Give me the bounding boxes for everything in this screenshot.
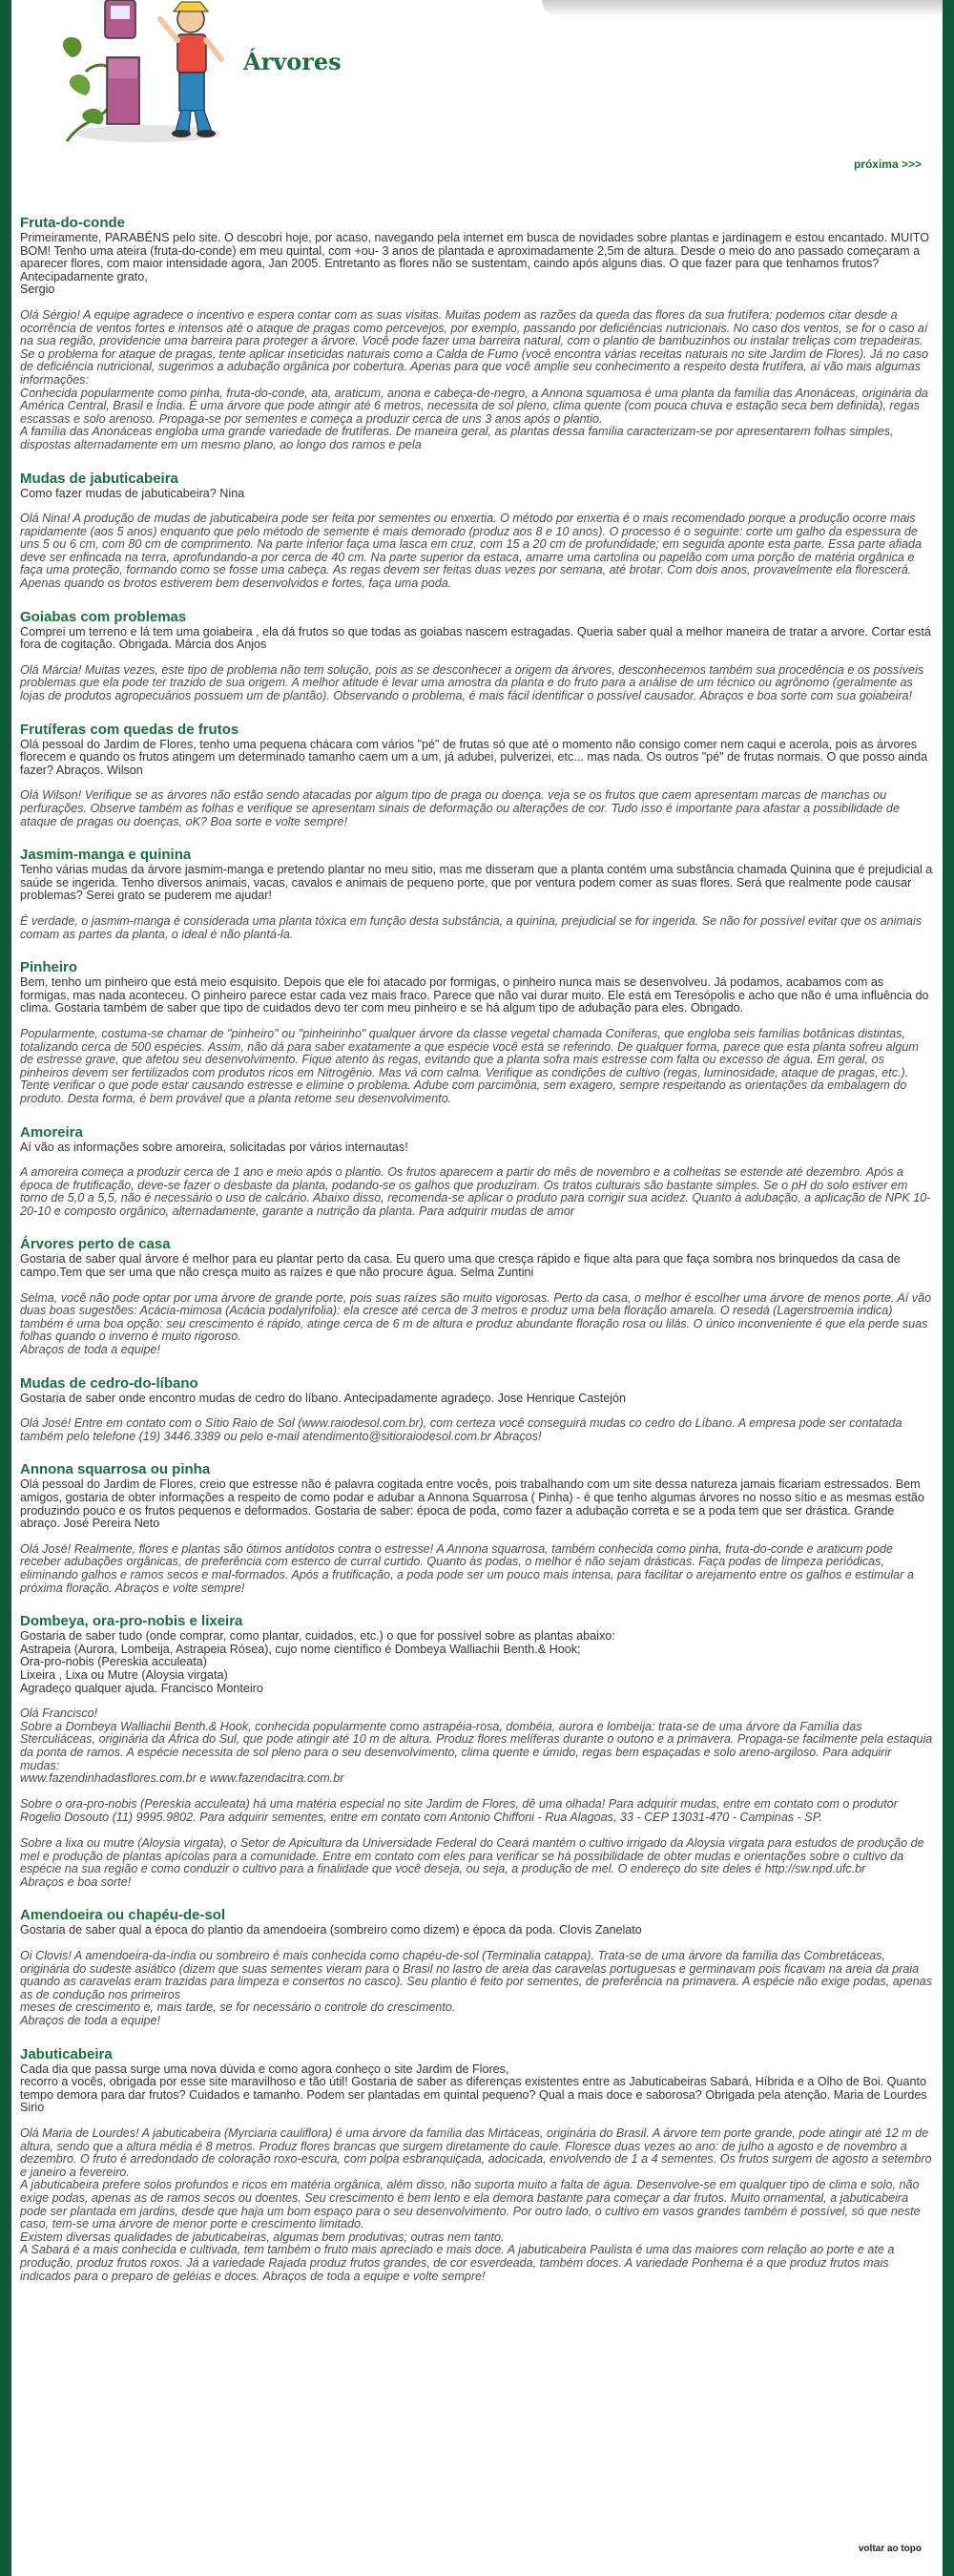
team-answer: A amoreira começa a produzir cerca de 1 ano e meio após o plantio. Os frutos aparecem a partir do mês de novembro e a colheitas se estende até dezembro. Após a época de frutificação, deve-se fazer o desbaste da planta, podando-se os galhos que produziram. Os tratos culturais são bastante simples. Se o pH do solo estiver em torno de 5,0 a 5,5, não é necessário o uso de calcário. Abaixo disso, recomenda-se aplicar o produto para corrigir sua acidez. Quanto à adubação, a aplicação de NPK 10-20-10 e composto orgânico, alternadamente, garante a nutrição da planta. Para adquirir mudas de amor xyxy=(20,1165,931,1218)
entry-title: Dombeya, ora-pro-nobis e lixeira xyxy=(20,1613,243,1630)
qa-list xyxy=(20,215,934,2301)
qa-entry xyxy=(20,1907,934,2027)
entry-title: Annona squarrosa ou pinha xyxy=(20,1461,211,1478)
reader-question: Cada dia que passa surge uma nova dúvida e como agora conheço o site Jardim de Flores, recorro a vocês, obrigada por esse site maravilhoso e tão útil! Gostaria de saber as diferenças existentes entre as Jabuticabeiras Sabará, Híbrida e a Olho de Boi. Quanto tempo demora para dar frutos? Cuidados e tamanho. Podem ser plantadas em quintal pequeno? Qual a mais doce e saborosa? Obrigada pela atenção. Maria de Lourdes Sirio xyxy=(20,2062,927,2115)
header-decoration xyxy=(542,0,943,17)
reader-question: Gostaria de saber onde encontro mudas de cedro do líbano. Antecipadamente agradeço. Jose Henrique Castejón xyxy=(20,1391,627,1405)
qa-entry xyxy=(20,1613,934,1889)
reader-question: Tenho várias mudas da árvore jasmim-manga e pretendo plantar no meu sitio, mas me disseram que a planta contém uma substância chamada Quinina que é prejudicial a saúde se ingerida. Tenho diversos animais, vacas, cavalos e animais de pequeno porte, que por ventura podem comer as suas flores. Será que realmente pode causar problemas? Serei grato se puderem me ajudar! xyxy=(20,863,933,903)
qa-entry xyxy=(20,215,934,452)
entry-title: Frutíferas com quedas de frutos xyxy=(20,721,239,738)
qa-entry xyxy=(20,1124,934,1219)
team-answer: É verdade, o jasmim-manga é considerada uma planta tóxica em função desta substância, a quinina, prejudicial se for ingerida. Se não for possível evitar que os animais comam as partes da planta, o ideal é não plantá-la. xyxy=(20,913,923,941)
qa-entry xyxy=(20,2046,934,2284)
team-answer: Olá Nina! A produção de mudas de jabuticabeira pode ser feita por sementes ou enxertia. O método por enxertia é o mais recomendado porque a produção ocorre mais rapidamente (aos 5 anos) enquanto que pelo método de semente é mais demorado (produz aos 8 e 10 anos). O processo é o seguinte: corte um galho da espessura de uns 5 ou 6 cm, com 80 cm de comprimento. Na parte inferior faça uma lasca em cruz, com 15 a 20 cm de profundidade; em seguida aponte esta parte. Essa parte afiada deve ser enfincada na terra, aprofundando-a por cerca de 40 cm. Na parte superior da estaca, amarre uma cartolina ou papelão com uma porção de matéria orgânica e faça uma proteção, formando como se fosse uma cabeça. As regas devem ser feitas duas vezes por semana, até brotar. Com dois anos, provavelmente ela florescerá. Apenas quando os brotos estiverem bem desenvolvidos e fortes, faça uma poda. xyxy=(20,512,923,591)
reader-question: Gostaria de saber qual árvore é melhor para eu plantar perto da casa. Eu quero uma que cresça rápido e fique alta para que faça sombra nos brinquedos da casa de campo.Tem que ser uma que não cresça muito as raízes e que não procure água. Selma Zuntini xyxy=(20,1252,901,1280)
entry-title: Fruta-do-conde xyxy=(20,215,125,231)
qa-entry xyxy=(20,609,934,703)
qa-entry xyxy=(20,1461,934,1595)
gardener-mascot-logo xyxy=(48,0,248,148)
entry-title: Mudas de cedro-do-líbano xyxy=(20,1374,198,1392)
reader-question: Olá pessoal do Jardim de Flores, tenho uma pequena chácara com vários "pé" de frutas só que até o momento não consigo comer nem caqui e acerola, pois as árvores florecem e quando os frutos atingem um determinado tamanho caem um a um, já adubei, pulverizei, etc... mas nada. Os outros "pé" de frutas normais. O que posso ainda fazer? Abraços. Wilson xyxy=(20,737,928,777)
entry-title: Jabuticabeira xyxy=(20,2045,113,2063)
team-answer: Oi Clovis! A amendoeira-da-índia ou sombreiro é mais conhecida como chapéu-de-sol (Terminalia catappa). Trata-se de uma árvore da família das Combretáceas, originária do sudeste asiático (dizem que suas sementes vieram para o Brasil no lastro de areia das caravelas portuguesas e germinavam pois ficavam na areia da praia quando as caravelas eram trazidas para limpeza e consertos no casco). Seu plantio é feito por sementes, de preferência na primavera. A espécie não exige podas, apenas as de condução nos primeiros meses de crescimento e, mais tarde, se for necessário o controle do crescimento. Abraços de toda a equipe! xyxy=(20,1949,933,2027)
entry-title: Goiabas com problemas xyxy=(20,608,187,625)
back-to-top-link[interactable]: voltar ao topo xyxy=(858,2544,922,2554)
team-answer: Popularmente, costuma-se chamar de "pinheiro" ou "pinheirinho" qualquer árvore da classe vegetal chamada Coníferas, que engloba seis famílias botânicas distintas, totalizando cerca de 500 espécies. Assim, não dá para saber exatamente a que espécie você está se referindo. De qualquer forma, parece que esta planta sofreu algum de estresse grave, que afetou seu desenvolvimento. Fique atento às regas, evitando que a planta sofra mais estresse com falta ou excesso de água. Em geral, os pinheiros devem ser fertilizados com produtos ricos em Nitrogênio. Mas vá com calma. Verifique as condições de cultivo (regas, luminosidade, ataque de pragas, etc.). Tente verificar o que pode estar causando estresse e elimine o problema. Adube com parcimônia, sem exagero, sempre respeitando as orientações da embalagem do produto. Desta forma, é bem provável que a planta retome seu desenvolvimento. xyxy=(20,1026,919,1105)
reader-question: Como fazer mudas de jabuticabeira? Nina xyxy=(20,486,245,500)
qa-entry xyxy=(20,1236,934,1356)
reader-question: Aí vão as informações sobre amoreira, solicitadas por vários internautas! xyxy=(20,1140,408,1154)
qa-entry xyxy=(20,959,934,1105)
team-answer: Selma, você não pode optar por uma árvore de grande porte, pois suas raízes são muito vigorosas. Perto da casa, o melhor é escolher uma árvore de menos porte. Aí vão duas boas sugestões: Acácia-mimosa (Acácia podalyrifolia): ela cresce até cerca de 3 metros e produz uma bela floração amarela. O resedá (Lagerstroemia indica) também é uma boa opção: seu crescimento é rápido, atinge cerca de 6 m de altura e produz abundante floração rosa ou lilás. O único inconveniente é que ela perde suas folhas quando o inverno é muito rigoroso. Abraços de toda a equipe! xyxy=(20,1290,932,1357)
reader-question: Bem, tenho um pinheiro que está meio esquisito. Depois que ele foi atacado por formigas, o pinheiro nunca mais se desenvolveu. Já podamos, acabamos com as formigas, mas nada aconteceu. O pinheiro parece estar cada vez mais fraco. Parece que não vai durar muito. Ele está em Teresópolis e acho que não é uma influência do clima. Gostaria também de saber que tipo de cuidados devo ter com meu pinheiro e se há algum tipo de adubação para eles. Obrigado. xyxy=(20,975,929,1016)
page xyxy=(11,0,943,2576)
entry-title: Mudas de jabuticabeira xyxy=(20,470,178,487)
entry-title: Amoreira xyxy=(20,1123,83,1141)
entry-title: Amendoeira ou chapéu-de-sol xyxy=(20,1907,226,1924)
qa-entry xyxy=(20,722,934,829)
qa-entry xyxy=(20,847,934,941)
team-answer: Olá Márcia! Muitas vezes, este tipo de problema não tem solução, pois as se desconhecer a origem da árvores, desconhecemos também sua procedência e os possíveis problemas que ela pode ter trazido de sua origem. A melhor atitude é levar uma amostra da planta e do fruto para a análise de um técnico ou agrônomo (geralmente as lojas de produtos agropecuários possuem um de plantão). Observando o problema, é mais fácil identificar o possível causador. Abraços e boa sorte com sua goiabeira! xyxy=(20,662,924,703)
next-page-link[interactable]: próxima >>> xyxy=(853,157,922,171)
page-title: Árvores xyxy=(243,48,342,75)
qa-entry xyxy=(20,471,934,591)
team-answer: Olá Francisco! Sobre a Dombeya Walliachii Benth.& Hook, conhecida popularmente como astrapéia-rosa, dombéia, aurora e lombeija: trata-se de uma árvore da Família das Sterculiáceas, originária da África do Sul, que pode atingir até 10 m de altura. Produz flores melíferas durante o outono e a primavera. Propaga-se facilmente pela estaquia da ponta de ramos. A espécie necessita de sol pleno para o seu desenvolvimento, clima quente e úmido, regas bem espaçadas e solo areno-argiloso. Para adquirir mudas: www.fazendinhadasflores.com.br e www.fazendacitra.com.br Sobre o ora-pro-nobis (Pereskia acculeata) há uma matéria especial no site Jardim de Flores, dê uma olhada! Para adquirir mudas, entre em contato com o produtor Rogelio Dosouto (11) 9995.9802. Para adquirir sementes, entre em contato com Antonio Chiffoni - Rua Alagoas, 33 - CEP 13031-470 - Campinas - SP. Sobre a lixa ou mutre (Aloysia virgata), o Setor de Apicultura da Universidade Federal do Ceará mantém o cultivo irrigado da Aloysia virgata para estudos de produção de mel e produção de plantas apícolas para a comunidade. Entre em contato com eles para verificar se há possibilidade de obter mudas e orientações sobre o cultivo da espécie na sua região e como conduzir o cultivo para a finalidade que você deseja, ou seja, a produção de mel. O endereço do site deles é http://sw.npd.ufc.br Abraços e boa sorte! xyxy=(20,1707,933,1889)
reader-question: Gostaria de saber tudo (onde comprar, como plantar, cuidados, etc.) o que for possível sobre as plantas abaixo: Astrapeia (Aurora, Lombeija, Astrapeia Rósea), cujo nome científico é Dombeya Walliachii Benth.& Hook; Ora-pro-nobis (Pereskia acculeata) Lixeira , Lixa ou Mutre (Aloysia virgata) Agradeço qualquer ajuda. Francisco Monteiro xyxy=(20,1629,615,1695)
team-answer: Olá Sérgio! A equipe agradece o incentivo e espera contar com as suas visitas. Muitas podem as razões da queda das flores da sua frutífera: podemos citar desde a ocorrência de ventos fortes e intensos até o ataque de pragas como percevejos, por exemplo, passando por deficiências nutricionais. No caso dos ventos, se for o caso aí na sua região, providencie uma barreira para proteger a árvore. Você pode fazer uma barreira natural, com o plantio de bambuzinhos ou instalar treliças com trepadeiras. Se o problema for ataque de pragas, tente aplicar inseticidas naturais como a Calda de Fumo (você encontra várias receitas naturais no site Jardim de Flores). Já no caso de deficiência nutricional, sugerimos a adubação orgânica por cobertura. Apenas para que você amplie seu conhecimento a respeito desta frutífera, aí vão mais algumas informações: Conhecida popularmente como pinha, fruta-do-conde, ata, araticum, anona e cabeça-de-negro, a Annona squamosa é uma planta da família das Anonáceas, originária da América Central, Brasil e Índia. É uma árvore que pode atingir até 6 metros, necessita de sol pleno, clima quente (com pouca chuva e estação seca bem definida), regas escassas e solo arenoso. Propaga-se por sementes e começa a produzir cerca de uns 3 anos após o plantio. A família das Anonáceas engloba uma grande variedade de frutíferas. De maneira geral, as plantas dessa família caracterizam-se por apresentarem folhas simples, dispostas alternadamente em um mesmo plano, ao longo dos ramos e pela xyxy=(20,307,929,451)
team-answer: Olá José! Entre em contato com o Sítio Raio de Sol (www.raiodesol.com.br), com certeza você conseguirá mudas co cedro do Líbano. A empresa pode ser contatada também pelo telefone (19) 3446.3389 ou pelo e-mail atendimento@sitioraiodesol.com.br Abraços! xyxy=(20,1416,902,1443)
entry-title: Pinheiro xyxy=(20,959,78,976)
team-answer: Olá Maria de Lourdes! A jabuticabeira (Myrciaria cauliflora) é uma árvore da família das Mirtáceas, originária do Brasil. A árvore tem porte grande, pode atingir até 12 m de altura, sendo que a altura média é 8 metros. Produz flores brancas que surgem diretamente do caule. Floresce duas vezes ao ano: de julho a agosto e de novembro a dezembro. O fruto é arredondado de coloração roxo-escura, com polpa esbranquiçada, adocicada, envolvendo de 1 a 4 sementes. Os frutos surgem de agosto a setembro e janeiro a fevereiro. A jabuticabeira prefere solos profundos e ricos em matéria orgânica, além disso, não suporta muito a falta de água. Desenvolve-se em qualquer tipo de clima e solo, não exige podas, apenas as de ramos secos ou doentes. Seu crescimento é bem lento e ela demora bastante para começar a dar frutos. Muito ornamental, a jabuticabeira pode ser plantada em jardins, desde que haja um bom espaço para o seu desenvolvimento. Por outro lado, o cultivo em vasos grandes também é possível, só que neste caso, tem-se uma árvore de menor porte e crescimento limitado. Existem diversas qualidades de jabuticabeiras, algumas bem produtivas; outras nem tanto. A Sabará é a mais conhecida e cultivada, tem também o fruto mais apreciado e mais doce. A jabuticabeira Paulista é uma das maiores com relação ao porte e ate a produção, produz frutos roxos. Já a variedade Rajada produz frutos grandes, de cor esverdeada, também doces. A variedade Ponhema é a que produz frutos mais indicados para o preparo de geléias e doces. Abraços de toda a equipe e volte sempre! xyxy=(20,2126,932,2283)
team-answer: Olá Wilson! Verifique se as árvores não estão sendo atacadas por algum tipo de praga ou doença. veja se os frutos que caem apresentam marcas de manchas ou perfurações. Observe também as folhas e verifique se apresentam sinais de deformação ou alterações de cor. Tudo isso é importante para afastar a possibilidade de ataque de pragas ou doenças, oK? Boa sorte e volte sempre! xyxy=(20,788,900,828)
team-answer: Olá José! Realmente, flores e plantas são ótimos antídotos contra o estresse! A Annona squarrosa, também conhecida como pinha, fruta-do-conde e araticum pode receber adubações orgânicas, de preferência com esterco de curral curtido. Quanto às podas, o melhor é não sejam drásticas. Faça podas de limpeza periódicas, eliminando galhos e ramos secos e mal-formados. Após a frutificação, a poda pode ser um pouco mais intensa, para facilitar o arejamento entre os galhos e estimular a próxima floração. Abraços e volte sempre! xyxy=(20,1541,914,1595)
reader-question: Olá pessoal do Jardim de Flores, creio que estresse não é palavra cogitada entre vocês, pois trabalhando com um site dessa natureza jamais ficariam estressados. Bem amigos, gostaria de obter informações a respeito de como podar e adubar a Annona Squarrosa ( Pinha) - é que tenho algumas árvores no nosso sítio e as mesmas estão produzindo pouco e os frutos pequenos e deformados. Gostaria de saber: época de poda, como fazer a adubação correta e se a poda tem que ser drástica. Grande abraço. José Pereira Neto xyxy=(20,1477,924,1531)
entry-title: Jasmim-manga e quinina xyxy=(20,847,192,864)
reader-question: Comprei um terreno e lá tem uma goiabeira , ela dá frutos so que todas as goiabas nascem estragadas. Queria saber qual a melhor maneira de tratar a arvore. Cortar está fora de cogitação. Obrigada. Márcia dos Anjos xyxy=(20,624,931,652)
qa-entry xyxy=(20,1375,934,1444)
header xyxy=(11,0,943,171)
entry-title: Árvores perto de casa xyxy=(20,1236,171,1253)
reader-question: Primeiramente, PARABÉNS pelo site. O descobri hoje, por acaso, navegando pela internet em busca de novidades sobre plantas e jardinagem e estou encantado. MUITO BOM! Tenho uma ateira (fruta-do-conde) em meu quintal, com +ou- 3 anos de plantada e aproximadamente 2,5m de altura. Desde o meio do ano passado começaram a aparecer flores, com maior intensidade agora, Jan 2005. Entretanto as flores não se sustentam, caindo após alguns dias. O que fazer para que tenhamos frutos? Antecipadamente grato, Sergio xyxy=(20,231,930,297)
reader-question: Gostaria de saber qual a época do plantio da amendoeira (sombreiro como dizem) e época da poda. Clovis Zanelato xyxy=(20,1923,642,1937)
